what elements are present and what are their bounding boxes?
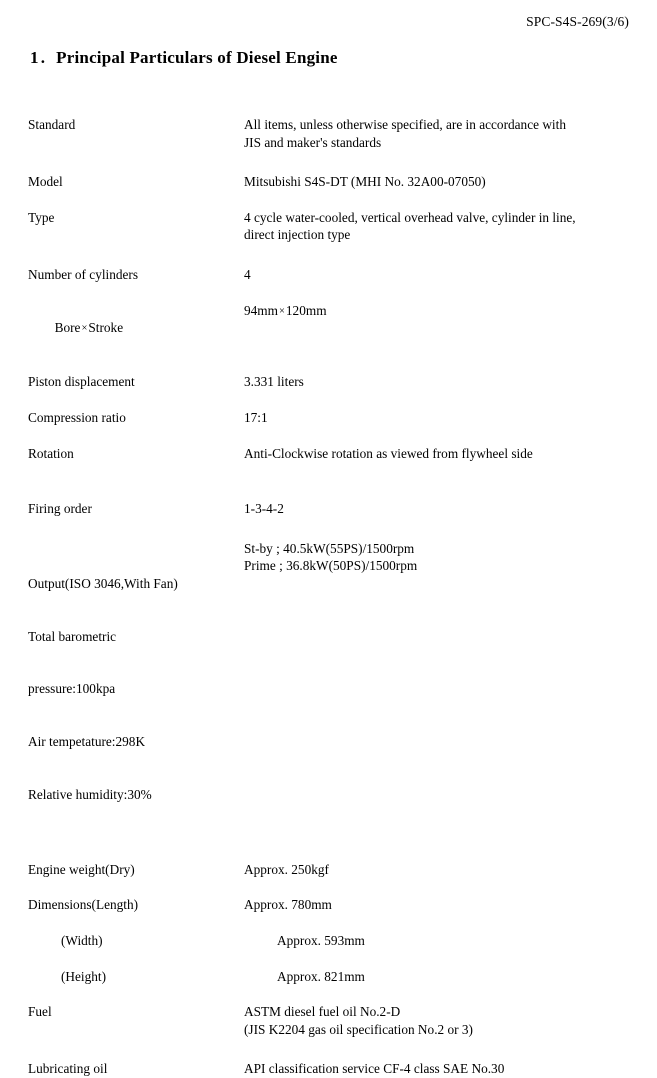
row-spacer [28,518,632,540]
bore-label-text: Bore [54,320,81,336]
row-spacer [28,462,632,500]
spec-row-standard [28,116,632,151]
spec-value-compression-ratio: 17:1 [244,409,268,425]
spec-row-dimensions-height [28,968,632,986]
spec-value-standard-line1: All items, unless otherwise specified, are in accordance with [244,117,566,132]
row-spacer [28,878,632,896]
row-spacer [28,985,632,1003]
spec-label-dimensions-height: (Height) [61,968,107,984]
spec-value-dimensions-length: Approx. 780mm [244,897,332,913]
spec-value-type-line1: 4 cycle water-cooled, vertical overhead valve, cylinder in line, [244,209,576,225]
spec-label-dimensions-width: (Width) [61,933,103,948]
multiplication-icon: × [81,323,88,335]
spec-row-compression-ratio [28,409,632,427]
spec-value-dimensions-width: Approx. 593mm [277,933,365,948]
spec-value-output-prime: Prime ; 36.8kW(50PS)/1500rpm [244,558,418,574]
row-spacer [28,839,632,861]
row-spacer [28,355,632,373]
row-spacer [28,391,632,409]
spec-label-output [28,540,244,839]
bore-value-text: 94mm [244,302,278,318]
spec-row-piston-displacement [28,373,632,391]
stroke-label-text: Stroke [88,320,124,336]
spec-value-fuel-line2: (JIS K2204 gas oil specification No.2 or 3) [244,1021,473,1037]
spec-value-lubricating-oil: API classification service CF-4 class SAE No.30 [244,1061,505,1077]
page-title [30,48,338,68]
spec-value-bore-stroke [244,302,632,321]
spec-value-piston-displacement: 3.331 liters [244,374,304,390]
spec-row-fuel [28,1003,632,1038]
spec-value-dimensions-height: Approx. 821mm [277,968,365,984]
spec-value-fuel-line1: ASTM diesel fuel oil No.2-D [244,1004,401,1020]
spec-row-lubricating-oil [28,1060,632,1078]
spec-row-firing-order [28,500,632,518]
row-spacer [28,191,632,209]
spec-label-output-line1: Output(ISO 3046,With Fan) [28,575,178,591]
spec-label-output-line4: Air tempetature:298K [28,734,146,750]
section-number-dot: . [40,48,46,67]
spec-label-dimensions-length: Dimensions(Length) [28,897,139,913]
row-spacer [28,151,632,173]
spec-row-model [28,173,632,191]
spec-label-cylinders: Number of cylinders [28,266,139,282]
spec-label-fuel: Fuel [28,1004,52,1020]
spec-label-output-line3: pressure:100kpa [28,681,116,697]
spec-value-rotation: Anti-Clockwise rotation as viewed from flywheel side [244,445,533,461]
spec-label-output-line2: Total barometric [28,628,117,644]
spec-label-model: Model [28,174,63,190]
spec-label-bore-stroke [28,302,244,356]
row-spacer [28,244,632,266]
spec-value-cylinders: 4 [244,266,251,282]
spec-label-firing-order: Firing order [28,501,92,517]
spec-row-engine-weight [28,861,632,879]
row-spacer [28,427,632,445]
spec-label-rotation: Rotation [28,445,74,461]
spec-label-output-line5: Relative humidity:30% [28,787,152,803]
spec-row-cylinders [28,266,632,284]
specifications-list [28,116,632,1078]
spec-value-type-line2: direct injection type [244,227,351,243]
row-spacer [28,284,632,302]
spec-label-engine-weight: Engine weight(Dry) [28,861,135,877]
spec-value-standard [244,116,632,151]
section-title-text: Principal Particulars of Diesel Engine [56,48,338,67]
stroke-value-text: 120mm [285,302,327,318]
spec-label-type: Type [28,209,55,225]
spec-value-type [244,209,632,244]
spec-row-dimensions-length [28,896,632,914]
spec-value-output [244,540,632,575]
spec-value-engine-weight: Approx. 250kgf [244,861,329,877]
spec-label-compression-ratio: Compression ratio [28,409,126,425]
section-number: 1 [30,48,39,67]
spec-row-bore-stroke [28,302,632,356]
spec-row-rotation [28,445,632,463]
row-spacer [28,914,632,932]
row-spacer [28,950,632,968]
spec-value-output-standby: St-by ; 40.5kW(55PS)/1500rpm [244,540,415,556]
spec-label-standard: Standard [28,117,76,132]
spec-row-dimensions-width [28,932,632,950]
spec-value-firing-order: 1-3-4-2 [244,501,284,517]
row-spacer [28,1038,632,1060]
spec-value-model: Mitsubishi S4S-DT (MHI No. 32A00-07050) [244,174,486,190]
multiplication-icon: × [278,305,285,317]
spec-label-lubricating-oil: Lubricating oil [28,1061,108,1077]
spec-row-output [28,540,632,839]
page-header-code: SPC-S4S-269(3/6) [526,14,629,29]
spec-row-type [28,209,632,244]
spec-value-fuel [244,1003,632,1038]
spec-value-standard-line2: JIS and maker's standards [244,134,382,150]
spec-label-piston-displacement: Piston displacement [28,374,135,390]
